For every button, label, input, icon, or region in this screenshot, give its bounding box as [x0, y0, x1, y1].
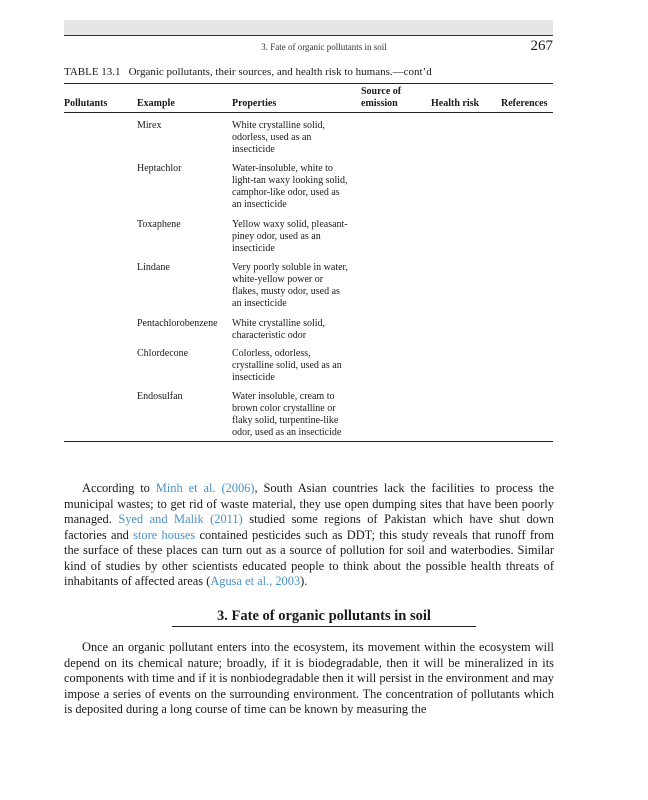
column-header-references: References — [501, 98, 548, 109]
header-rule — [64, 35, 553, 36]
table-row-example: Chlordecone — [137, 348, 189, 359]
properties-line: Colorless, odorless, — [232, 348, 311, 359]
section-heading-rule — [172, 626, 476, 627]
properties-line: flaky solid, turpentine-like — [232, 415, 339, 426]
body-paragraph — [64, 481, 554, 590]
properties-line: piney odor, used as an — [232, 231, 321, 242]
table-row-example: Toxaphene — [137, 219, 181, 230]
citation-link[interactable]: Syed and Malik (2011) — [118, 512, 243, 526]
paragraph-text: According to — [82, 481, 156, 495]
paragraph-text: studied some regions of Pakistan which have shut down factories and — [64, 512, 554, 542]
column-header-health-risk: Health risk — [431, 98, 480, 109]
properties-line: flakes, musty odor, used as — [232, 286, 340, 297]
body-paragraph-2: Once an organic pollutant enters into the ecosystem, its movement within the ecosystem will depend on its chemical nature; broadly, if it is biodegradable, then it will be mineralized in its components with time and if it is nonbiodegradable then it will persist in the environment and may impose a series of events on the surrounding environment. The concentration of pollutants which is deposited during a long course of time can be known by measuring the — [64, 640, 554, 716]
table-row-properties — [232, 120, 364, 156]
table-row-properties — [232, 163, 364, 211]
properties-line: Very poorly soluble in water, — [232, 262, 348, 273]
properties-line: characteristic odor — [232, 330, 307, 341]
table-caption-text: Organic pollutants, their sources, and health risk to humans.—cont’d — [128, 66, 432, 78]
table-row-example: Lindane — [137, 262, 170, 273]
properties-line: an insecticide — [232, 298, 287, 309]
properties-line: Water insoluble, cream to — [232, 391, 335, 402]
header-bar — [64, 20, 553, 35]
glossary-link[interactable]: store houses — [133, 527, 196, 542]
table-row-properties — [232, 219, 364, 255]
properties-line: light-tan waxy looking solid, — [232, 175, 348, 186]
table-row-properties — [232, 262, 364, 310]
properties-line: insecticide — [232, 144, 275, 155]
properties-line: Water-insoluble, white to — [232, 163, 333, 174]
column-header-source-line2: emission — [361, 98, 398, 109]
column-header-example: Example — [137, 98, 175, 109]
citation-link[interactable]: Agusa et al., 2003 — [210, 574, 301, 588]
page-number: 267 — [530, 38, 553, 54]
table-row-properties — [232, 348, 364, 384]
properties-line: crystalline solid, used as an — [232, 360, 342, 371]
table-row-properties — [232, 318, 364, 342]
table-top-rule — [64, 83, 553, 84]
table-caption — [64, 66, 432, 78]
table-header-rule — [64, 112, 553, 113]
properties-line: odorless, used as an — [232, 132, 312, 143]
table-row-example: Endosulfan — [137, 391, 183, 402]
properties-line: odor, used as an insecticide — [232, 427, 342, 438]
paragraph-text: contained pesticides such as DDT; this study reveals that runoff from the surface of these places can turn out as a source of pollution for soil and waterbodies. Similar kind of studies by other scientists educated people to think about the possible health threats of inhabitants of affected areas ( — [64, 527, 554, 588]
properties-line: insecticide — [232, 372, 275, 383]
column-header-source-line1: Source of — [361, 86, 402, 97]
paragraph-text: ). — [300, 574, 308, 588]
table-row-example: Pentachlorobenzene — [137, 318, 218, 329]
table-row-example: Heptachlor — [137, 163, 182, 174]
table-label: TABLE 13.1 — [64, 66, 121, 78]
properties-line: camphor-like odor, used as — [232, 187, 340, 198]
column-header-properties: Properties — [232, 98, 277, 109]
properties-line: White crystalline solid, — [232, 318, 326, 329]
column-header-source-of-emission — [361, 86, 401, 110]
properties-line: insecticide — [232, 243, 275, 254]
properties-line: brown color crystalline or — [232, 403, 336, 414]
properties-line: Yellow waxy solid, pleasant- — [232, 219, 348, 230]
table-row-example: Mirex — [137, 120, 162, 131]
running-head: 3. Fate of organic pollutants in soil — [261, 42, 387, 52]
table-row-properties — [232, 391, 364, 439]
properties-line: an insecticide — [232, 199, 287, 210]
properties-line: white-yellow power or — [232, 274, 324, 285]
table-bottom-rule — [64, 441, 553, 442]
section-heading: 3. Fate of organic pollutants in soil — [217, 608, 431, 624]
citation-link[interactable]: Minh et al. (2006) — [155, 481, 255, 495]
paragraph-text: , South Asian countries lack the facilities to process the municipal wastes; to get rid of waste material, they use open dumping sites that have been poorly managed. — [64, 481, 554, 526]
properties-line: White crystalline solid, — [232, 120, 326, 131]
column-header-pollutants: Pollutants — [64, 98, 108, 109]
